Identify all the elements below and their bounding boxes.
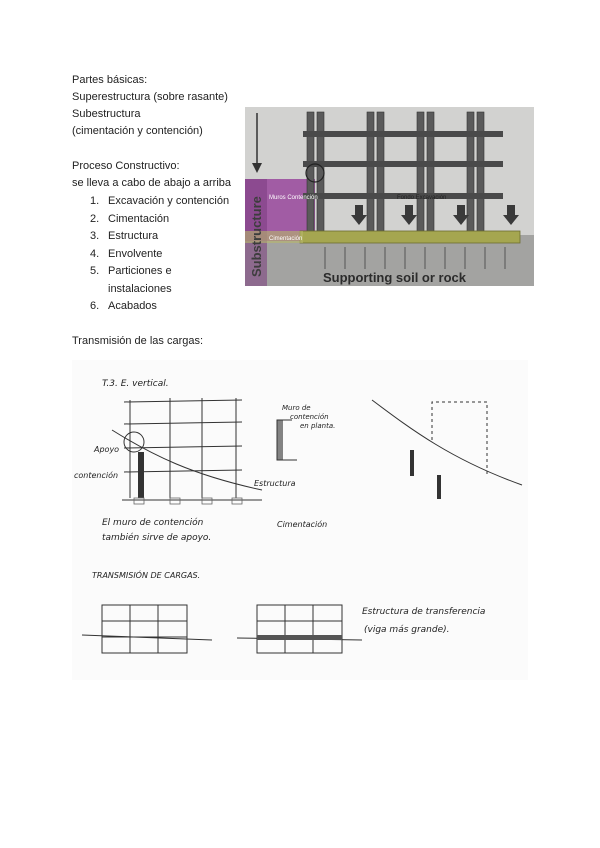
basic-parts-heading: Partes básicas: bbox=[72, 74, 148, 86]
soil-label: Supporting soil or rock bbox=[323, 270, 467, 285]
cimentacion-sketch-label: Cimentación bbox=[277, 520, 328, 529]
substructure-detail: (cimentación y contención) bbox=[72, 125, 203, 137]
fondo-label: Fondo Excavación bbox=[397, 195, 447, 201]
substructure-label: Substructure bbox=[249, 196, 264, 277]
contencion-label: contención bbox=[74, 471, 119, 480]
transmission-heading: Transmisión de las cargas: bbox=[72, 335, 204, 347]
list-item: 5. Particiones e instalaciones bbox=[90, 265, 172, 295]
list-item: 1. Excavación y contención bbox=[90, 195, 230, 207]
process-order: se lleva a cabo de abajo a arriba bbox=[72, 177, 231, 189]
transfer-note-2: (viga más grande). bbox=[364, 625, 450, 635]
estructura-label: Estructura bbox=[254, 479, 296, 488]
apoyo-label: Apoyo bbox=[94, 445, 120, 454]
muro-note-1: El muro de contención bbox=[102, 518, 204, 528]
superstructure-line: Superestructura (sobre rasante) bbox=[72, 91, 228, 103]
list-item: 2. Cimentación bbox=[90, 212, 170, 225]
muro-note-2: también sirve de apoyo. bbox=[102, 533, 212, 543]
muro-planta-1: Muro de bbox=[282, 404, 311, 412]
transfer-note-1: Estructura de transferencia bbox=[362, 607, 486, 617]
muros-label: Muros Contención bbox=[269, 195, 318, 201]
list-item: 3. Estructura bbox=[90, 230, 159, 242]
process-steps-list bbox=[90, 193, 229, 316]
sketch-title: T.3. E. vertical. bbox=[102, 379, 169, 389]
hand-sketch bbox=[72, 360, 528, 680]
list-item: 4. Envolvente bbox=[90, 247, 163, 260]
transmision-heading: TRANSMISIÓN DE CARGAS. bbox=[92, 571, 201, 580]
substructure-photo bbox=[245, 107, 534, 286]
list-item: 6. Acabados bbox=[90, 300, 157, 312]
muro-planta-2: contención bbox=[290, 413, 329, 421]
process-heading: Proceso Constructivo: bbox=[72, 160, 180, 172]
muro-planta-3: en planta. bbox=[300, 422, 336, 430]
cimentacion-label: Cimentación bbox=[269, 236, 303, 242]
substructure-line: Subestructura bbox=[72, 108, 141, 120]
